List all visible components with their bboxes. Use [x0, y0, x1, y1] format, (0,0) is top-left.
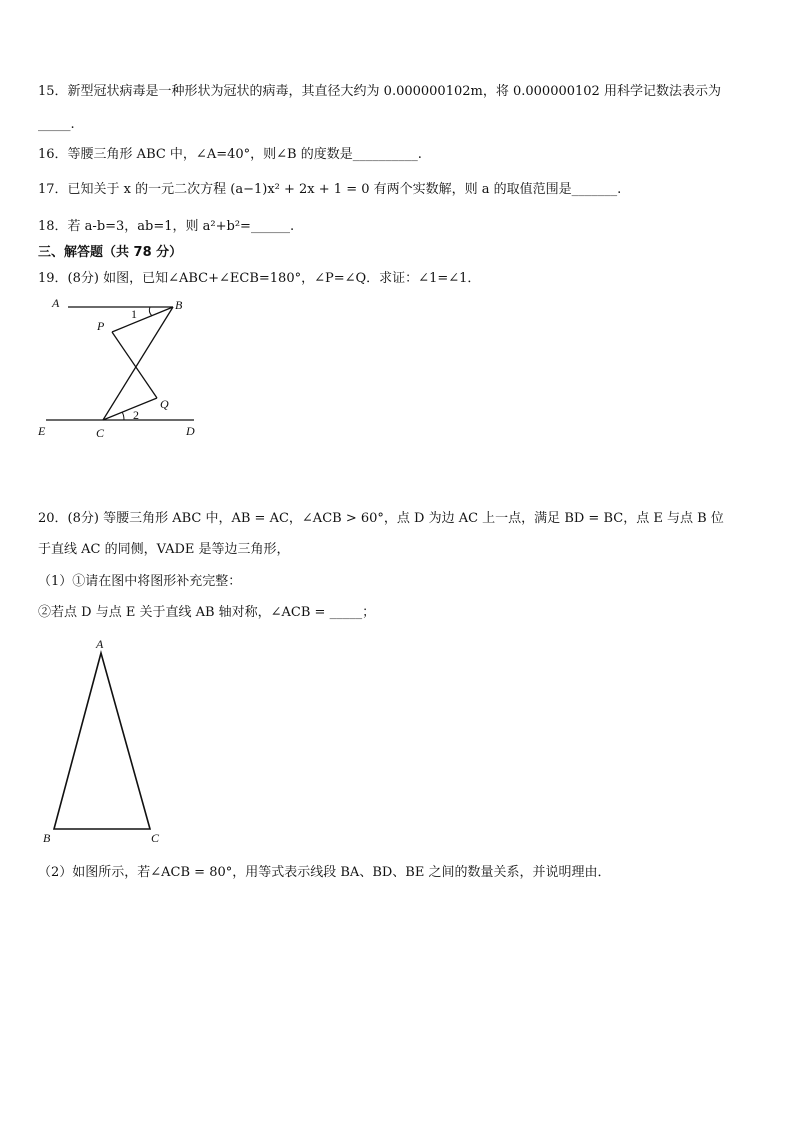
label-angle-2: 2 [133, 408, 139, 422]
section-3-title: 三、解答题（共 78 分） [38, 245, 183, 260]
label-b: B [43, 831, 51, 845]
label-c: C [151, 831, 160, 845]
q20-part1a: （1）①请在图中将图形补充完整： [38, 574, 242, 589]
label-e: E [38, 424, 46, 438]
q20-figure [36, 636, 176, 851]
label-q: Q [160, 397, 169, 411]
label-d: D [186, 424, 195, 438]
q15-line1: 15．新型冠状病毒是一种形状为冠状的病毒，其直径大约为 0.000000102m，将 0.000000102 用科学记数法表示为 [38, 84, 721, 99]
q19-figure [30, 292, 230, 442]
q16-text: 16．等腰三角形 ABC 中，∠A=40°，则∠B 的度数是__________. [38, 147, 422, 162]
triangle-abc [54, 653, 150, 829]
label-angle-1: 1 [131, 307, 137, 321]
angle-1-arc [149, 307, 152, 316]
label-a: A [96, 637, 104, 651]
q19-text: 19．(8分) 如图，已知∠ABC+∠ECB=180°，∠P=∠Q．求证：∠1=∠1． [38, 271, 481, 286]
label-p: P [97, 319, 105, 333]
q20-line2: 于直线 AC 的同侧，VADE 是等边三角形， [38, 542, 290, 557]
segment-pq [112, 332, 157, 398]
label-a: A [52, 296, 60, 310]
label-b: B [175, 298, 183, 312]
q20-part2: （2）如图所示，若∠ACB = 80°，用等式表示线段 BA、BD、BE 之间的数量关系，并说明理由． [38, 865, 611, 880]
segment-cq [103, 398, 157, 420]
angle-2-arc [122, 412, 124, 420]
label-c: C [96, 426, 105, 440]
q17-text: 17．已知关于 x 的一元二次方程 (a−1)x² + 2x + 1 = 0 有两个实数解，则 a 的取值范围是_______. [38, 182, 622, 197]
segment-pb [112, 307, 173, 332]
q20-line1: 20．(8分) 等腰三角形 ABC 中，AB = AC，∠ACB > 60°，点 D 为边 AC 上一点，满足 BD = BC，点 E 与点 B 位 [38, 511, 724, 526]
q15-line2: _____. [38, 117, 75, 132]
q18-text: 18．若 a-b=3，ab=1，则 a²+b²=______. [38, 219, 295, 234]
q20-part1b: ②若点 D 与点 E 关于直线 AB 轴对称，∠ACB = _____； [38, 605, 376, 620]
